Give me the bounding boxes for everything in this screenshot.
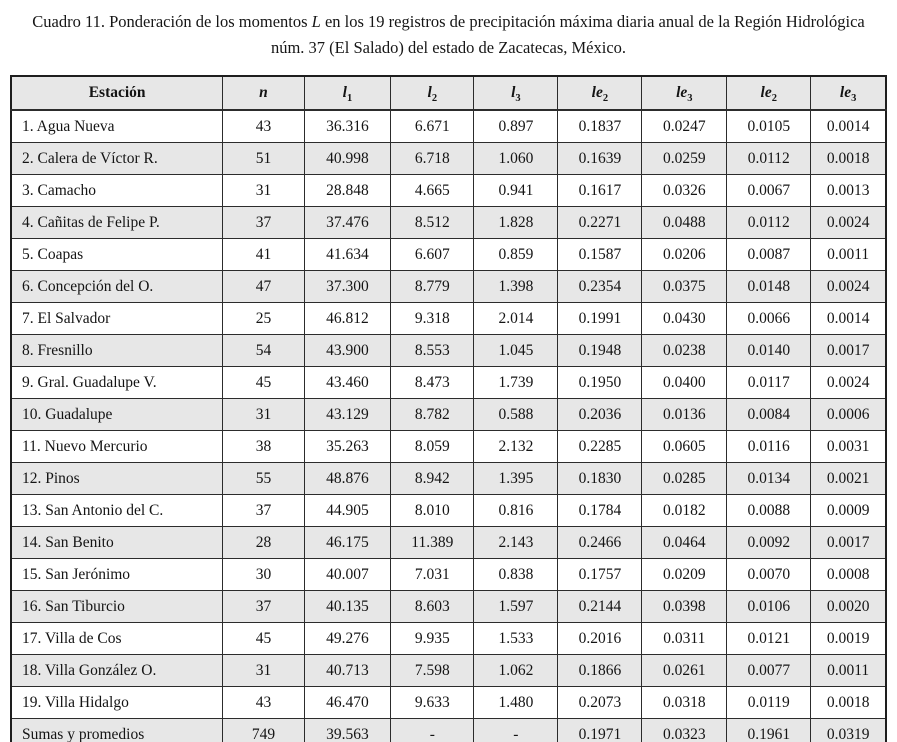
header-subscript: 2 <box>771 93 777 105</box>
value-cell: 0.0008 <box>811 559 886 591</box>
value-cell: 0.0140 <box>727 335 811 367</box>
value-cell: 0.0311 <box>642 623 727 655</box>
value-cell: 0.1866 <box>558 655 642 687</box>
column-header-l3 <box>474 76 558 110</box>
value-cell: 0.2073 <box>558 687 642 719</box>
value-cell: 0.838 <box>474 559 558 591</box>
table-row <box>11 207 886 239</box>
value-cell: 48.876 <box>304 463 391 495</box>
station-cell: 19. Villa Hidalgo <box>11 687 223 719</box>
station-cell: 16. San Tiburcio <box>11 591 223 623</box>
value-cell: 0.1837 <box>558 110 642 143</box>
value-cell: 46.175 <box>304 527 391 559</box>
value-cell: 0.0018 <box>811 687 886 719</box>
station-cell: 14. San Benito <box>11 527 223 559</box>
value-cell: 0.0112 <box>727 207 811 239</box>
value-cell: 1.828 <box>474 207 558 239</box>
station-cell: 17. Villa de Cos <box>11 623 223 655</box>
table-row <box>11 271 886 303</box>
value-cell: 6.671 <box>391 110 474 143</box>
header-symbol: l <box>511 84 516 102</box>
column-header-le2 <box>727 76 811 110</box>
value-cell: 0.0319 <box>811 719 886 742</box>
value-cell: 0.0031 <box>811 431 886 463</box>
value-cell: 8.512 <box>391 207 474 239</box>
caption-line-2: núm. 37 (El Salado) del estado de Zacatecas, México. <box>270 37 627 57</box>
header-subscript: 2 <box>431 93 438 105</box>
value-cell: 0.897 <box>474 110 558 143</box>
value-cell: 2.014 <box>474 303 558 335</box>
value-cell: 0.0019 <box>811 623 886 655</box>
value-cell: 0.2271 <box>558 207 642 239</box>
station-cell: 11. Nuevo Mercurio <box>11 431 223 463</box>
column-header-le2 <box>558 76 642 110</box>
value-cell: - <box>474 719 558 742</box>
value-cell: 47 <box>223 271 304 303</box>
table-row <box>11 591 886 623</box>
value-cell: 25 <box>223 303 304 335</box>
value-cell: 1.398 <box>474 271 558 303</box>
station-cell: 4. Cañitas de Felipe P. <box>11 207 223 239</box>
column-header-le3 <box>642 76 727 110</box>
table-footer-row <box>11 719 886 742</box>
value-cell: 8.553 <box>391 335 474 367</box>
value-cell: 54 <box>223 335 304 367</box>
value-cell: 36.316 <box>304 110 391 143</box>
value-cell: 0.0182 <box>642 495 727 527</box>
station-cell: 1. Agua Nueva <box>11 110 223 143</box>
header-subscript: 3 <box>851 93 857 105</box>
caption-text: en los 19 registros de precipitación máxima diaria anual de la Región Hidrológica <box>320 12 865 31</box>
value-cell: 0.0206 <box>642 239 727 271</box>
value-cell: 0.0398 <box>642 591 727 623</box>
column-header-station: Estación <box>11 76 223 110</box>
value-cell: 0.0488 <box>642 207 727 239</box>
column-header-l2 <box>391 76 474 110</box>
value-cell: 1.533 <box>474 623 558 655</box>
value-cell: 0.1587 <box>558 239 642 271</box>
value-cell: 0.0017 <box>811 527 886 559</box>
value-cell: 0.0014 <box>811 303 886 335</box>
value-cell: 1.739 <box>474 367 558 399</box>
value-cell: 0.0024 <box>811 207 886 239</box>
value-cell: 40.135 <box>304 591 391 623</box>
table-row <box>11 559 886 591</box>
value-cell: 37.476 <box>304 207 391 239</box>
value-cell: 0.0148 <box>727 271 811 303</box>
value-cell: 9.935 <box>391 623 474 655</box>
value-cell: 0.2354 <box>558 271 642 303</box>
header-symbol: n <box>259 84 268 102</box>
value-cell: 31 <box>223 399 304 431</box>
header-subscript: 1 <box>346 93 353 105</box>
table-row <box>11 399 886 431</box>
value-cell: 37 <box>223 207 304 239</box>
value-cell: 0.1991 <box>558 303 642 335</box>
value-cell: 0.0084 <box>727 399 811 431</box>
l-moments-table <box>10 75 887 742</box>
station-cell: 2. Calera de Víctor R. <box>11 143 223 175</box>
value-cell: 37 <box>223 591 304 623</box>
value-cell: 40.998 <box>304 143 391 175</box>
header-symbol: le <box>839 84 852 102</box>
station-cell: 8. Fresnillo <box>11 335 223 367</box>
value-cell: 6.607 <box>391 239 474 271</box>
value-cell: 8.779 <box>391 271 474 303</box>
value-cell: 8.473 <box>391 367 474 399</box>
value-cell: 30 <box>223 559 304 591</box>
value-cell: 45 <box>223 367 304 399</box>
value-cell: 0.1948 <box>558 335 642 367</box>
value-cell: 44.905 <box>304 495 391 527</box>
table-row <box>11 367 886 399</box>
value-cell: - <box>391 719 474 742</box>
station-cell: 5. Coapas <box>11 239 223 271</box>
value-cell: 35.263 <box>304 431 391 463</box>
value-cell: 0.0430 <box>642 303 727 335</box>
value-cell: 0.0020 <box>811 591 886 623</box>
value-cell: 8.059 <box>391 431 474 463</box>
value-cell: 0.0116 <box>727 431 811 463</box>
value-cell: 1.597 <box>474 591 558 623</box>
value-cell: 43 <box>223 110 304 143</box>
value-cell: 0.859 <box>474 239 558 271</box>
value-cell: 43.900 <box>304 335 391 367</box>
station-cell: 13. San Antonio del C. <box>11 495 223 527</box>
value-cell: 49.276 <box>304 623 391 655</box>
value-cell: 8.942 <box>391 463 474 495</box>
value-cell: 0.0014 <box>811 110 886 143</box>
value-cell: 0.2466 <box>558 527 642 559</box>
value-cell: 0.0009 <box>811 495 886 527</box>
value-cell: 0.1950 <box>558 367 642 399</box>
value-cell: 0.0018 <box>811 143 886 175</box>
value-cell: 40.007 <box>304 559 391 591</box>
station-cell: 18. Villa González O. <box>11 655 223 687</box>
value-cell: 2.132 <box>474 431 558 463</box>
station-cell: 3. Camacho <box>11 175 223 207</box>
value-cell: 0.0092 <box>727 527 811 559</box>
value-cell: 0.0247 <box>642 110 727 143</box>
value-cell: 0.0259 <box>642 143 727 175</box>
value-cell: 0.0066 <box>727 303 811 335</box>
value-cell: 1.060 <box>474 143 558 175</box>
value-cell: 0.0105 <box>727 110 811 143</box>
value-cell: 45 <box>223 623 304 655</box>
value-cell: 0.0464 <box>642 527 727 559</box>
value-cell: 0.2016 <box>558 623 642 655</box>
value-cell: 0.0112 <box>727 143 811 175</box>
header-symbol: le <box>591 84 603 102</box>
value-cell: 0.816 <box>474 495 558 527</box>
value-cell: 0.0077 <box>727 655 811 687</box>
table-row <box>11 623 886 655</box>
station-cell: 6. Concepción del O. <box>11 271 223 303</box>
table-row <box>11 527 886 559</box>
value-cell: 0.0024 <box>811 367 886 399</box>
station-cell: Sumas y promedios <box>11 719 223 742</box>
value-cell: 37.300 <box>304 271 391 303</box>
value-cell: 9.318 <box>391 303 474 335</box>
value-cell: 41 <box>223 239 304 271</box>
value-cell: 1.045 <box>474 335 558 367</box>
station-cell: 7. El Salvador <box>11 303 223 335</box>
column-header-l1 <box>304 76 391 110</box>
value-cell: 0.0006 <box>811 399 886 431</box>
value-cell: 0.2036 <box>558 399 642 431</box>
table-row <box>11 687 886 719</box>
value-cell: 40.713 <box>304 655 391 687</box>
value-cell: 8.010 <box>391 495 474 527</box>
value-cell: 2.143 <box>474 527 558 559</box>
value-cell: 0.0400 <box>642 367 727 399</box>
table-row <box>11 495 886 527</box>
table-row <box>11 431 886 463</box>
value-cell: 39.563 <box>304 719 391 742</box>
table-caption <box>0 0 897 60</box>
value-cell: 0.0323 <box>642 719 727 742</box>
table-header-row <box>11 76 886 110</box>
value-cell: 0.2144 <box>558 591 642 623</box>
value-cell: 28 <box>223 527 304 559</box>
value-cell: 31 <box>223 175 304 207</box>
value-cell: 0.0238 <box>642 335 727 367</box>
header-subscript: 2 <box>602 93 609 105</box>
header-subscript: 3 <box>515 93 521 105</box>
station-cell: 10. Guadalupe <box>11 399 223 431</box>
value-cell: 0.1757 <box>558 559 642 591</box>
table-row <box>11 655 886 687</box>
value-cell: 0.1639 <box>558 143 642 175</box>
value-cell: 0.588 <box>474 399 558 431</box>
value-cell: 0.0070 <box>727 559 811 591</box>
value-cell: 0.0117 <box>727 367 811 399</box>
value-cell: 0.0087 <box>727 239 811 271</box>
value-cell: 41.634 <box>304 239 391 271</box>
value-cell: 43 <box>223 687 304 719</box>
table-row <box>11 175 886 207</box>
value-cell: 7.031 <box>391 559 474 591</box>
value-cell: 0.0134 <box>727 463 811 495</box>
value-cell: 0.0136 <box>642 399 727 431</box>
value-cell: 0.0067 <box>727 175 811 207</box>
station-cell: 12. Pinos <box>11 463 223 495</box>
value-cell: 0.0017 <box>811 335 886 367</box>
value-cell: 0.1971 <box>558 719 642 742</box>
table-row <box>11 239 886 271</box>
value-cell: 0.1961 <box>727 719 811 742</box>
value-cell: 43.129 <box>304 399 391 431</box>
value-cell: 0.0375 <box>642 271 727 303</box>
value-cell: 0.1784 <box>558 495 642 527</box>
value-cell: 0.0326 <box>642 175 727 207</box>
value-cell: 0.0605 <box>642 431 727 463</box>
value-cell: 0.0013 <box>811 175 886 207</box>
value-cell: 0.0285 <box>642 463 727 495</box>
value-cell: 11.389 <box>391 527 474 559</box>
value-cell: 1.062 <box>474 655 558 687</box>
caption-italic-L: L <box>311 12 321 31</box>
table-row <box>11 463 886 495</box>
value-cell: 0.0106 <box>727 591 811 623</box>
value-cell: 28.848 <box>304 175 391 207</box>
header-symbol: l <box>427 84 432 102</box>
value-cell: 0.0209 <box>642 559 727 591</box>
header-subscript: 3 <box>687 93 693 105</box>
value-cell: 7.598 <box>391 655 474 687</box>
table-row <box>11 335 886 367</box>
station-cell: 9. Gral. Guadalupe V. <box>11 367 223 399</box>
value-cell: 0.0318 <box>642 687 727 719</box>
header-symbol: le <box>760 84 772 102</box>
value-cell: 0.0011 <box>811 655 886 687</box>
value-cell: 31 <box>223 655 304 687</box>
value-cell: 51 <box>223 143 304 175</box>
value-cell: 0.1617 <box>558 175 642 207</box>
value-cell: 0.0119 <box>727 687 811 719</box>
value-cell: 1.395 <box>474 463 558 495</box>
value-cell: 0.0088 <box>727 495 811 527</box>
column-header-le3 <box>811 76 886 110</box>
value-cell: 4.665 <box>391 175 474 207</box>
value-cell: 0.0021 <box>811 463 886 495</box>
caption-line-1 <box>0 9 897 35</box>
value-cell: 46.470 <box>304 687 391 719</box>
value-cell: 9.633 <box>391 687 474 719</box>
value-cell: 55 <box>223 463 304 495</box>
value-cell: 0.2285 <box>558 431 642 463</box>
station-cell: 15. San Jerónimo <box>11 559 223 591</box>
value-cell: 0.1830 <box>558 463 642 495</box>
value-cell: 1.480 <box>474 687 558 719</box>
caption-text: Cuadro 11. Ponderación de los momentos <box>32 12 312 31</box>
value-cell: 43.460 <box>304 367 391 399</box>
value-cell: 8.603 <box>391 591 474 623</box>
table-row <box>11 143 886 175</box>
value-cell: 0.0011 <box>811 239 886 271</box>
value-cell: 6.718 <box>391 143 474 175</box>
value-cell: 749 <box>223 719 304 742</box>
value-cell: 37 <box>223 495 304 527</box>
value-cell: 0.0261 <box>642 655 727 687</box>
value-cell: 0.0121 <box>727 623 811 655</box>
column-header-n <box>223 76 304 110</box>
value-cell: 8.782 <box>391 399 474 431</box>
value-cell: 0.941 <box>474 175 558 207</box>
header-symbol: le <box>676 84 688 102</box>
value-cell: 38 <box>223 431 304 463</box>
value-cell: 46.812 <box>304 303 391 335</box>
header-symbol: l <box>342 84 347 102</box>
table-row <box>11 110 886 143</box>
value-cell: 0.0024 <box>811 271 886 303</box>
table-row <box>11 303 886 335</box>
